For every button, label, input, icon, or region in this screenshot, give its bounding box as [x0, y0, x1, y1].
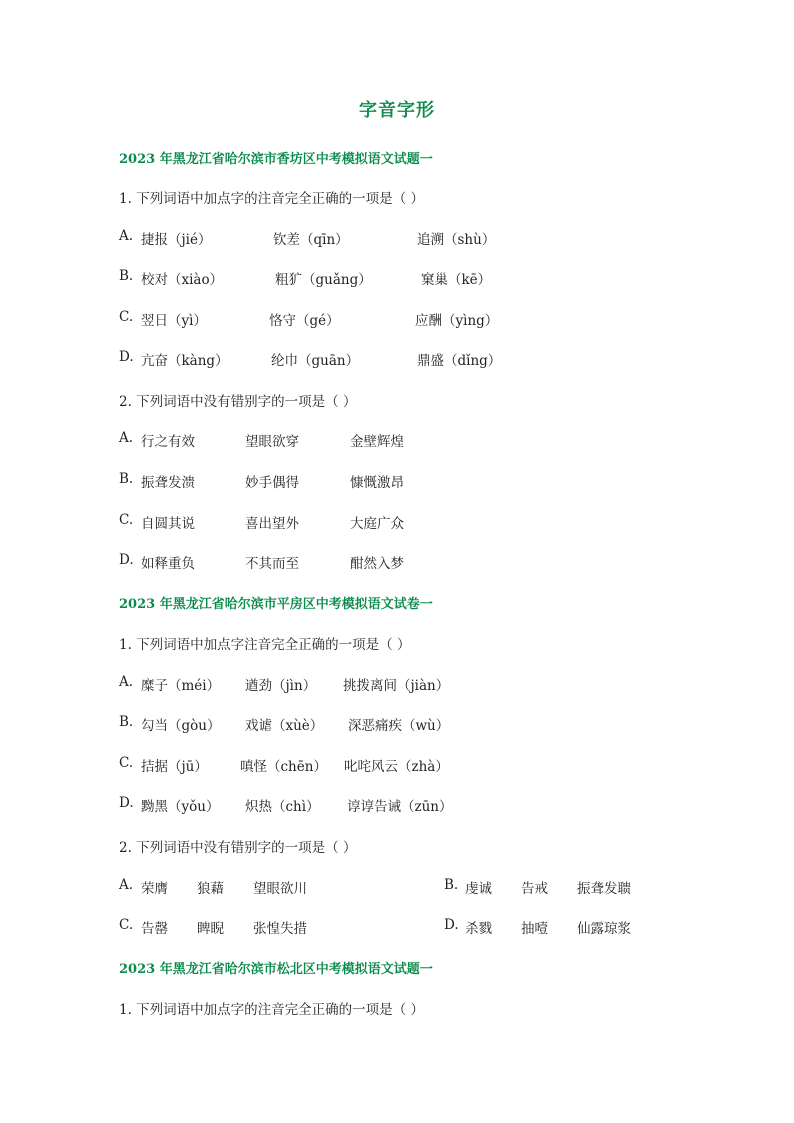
- option-item: 如释重负: [141, 556, 195, 572]
- option-letter: D.: [444, 917, 459, 933]
- question-1-stem: 1. 下列词语中加点字的注音完全正确的一项是（ ）: [119, 191, 424, 207]
- option-letter: D.: [119, 795, 134, 811]
- section-heading-xiangfang: 2023 年黑龙江省哈尔滨市香坊区中考模拟语文试题一: [119, 152, 433, 167]
- question-1-option-c: [119, 755, 679, 775]
- option-item: 嗔怪（chēn）: [240, 759, 327, 775]
- option-item: 拮据（jū）: [141, 759, 208, 775]
- option-item: 喜出望外: [245, 516, 299, 532]
- option-item: 纶巾（guān）: [271, 353, 360, 369]
- option-item: 告罄: [141, 921, 168, 937]
- option-item: 翌日（yì）: [141, 313, 207, 329]
- option-letter: A.: [119, 877, 134, 893]
- option-letter: D.: [119, 552, 134, 568]
- option-letter: A.: [119, 430, 134, 446]
- option-item: 捷报（jié）: [141, 232, 212, 248]
- option-letter: A.: [119, 674, 134, 690]
- question-2-stem: 2. 下列词语中没有错别字的一项是（ ）: [119, 840, 357, 856]
- question-2-option-d: [119, 552, 679, 572]
- option-letter: C.: [119, 755, 134, 771]
- question-1-option-a: [119, 228, 679, 248]
- question-1-option-c: [119, 309, 679, 329]
- option-letter: D.: [119, 349, 134, 365]
- option-item: 应酬（yìng）: [415, 313, 499, 329]
- option-item: 抽噎: [521, 921, 548, 937]
- option-letter: C.: [119, 512, 134, 528]
- option-item: 黝黑（yǒu）: [141, 799, 220, 815]
- option-item: 钦差（qīn）: [273, 232, 349, 248]
- option-item: 行之有效: [141, 434, 195, 450]
- option-item: 狼藉: [197, 881, 224, 897]
- option-item: 谆谆告诫（zūn）: [347, 799, 453, 815]
- option-item: 校对（xiào）: [141, 272, 224, 288]
- option-item: 粗犷（guǎng）: [275, 272, 372, 288]
- question-1-stem: 1. 下列词语中加点字的注音完全正确的一项是（ ）: [119, 1002, 424, 1018]
- option-item: 恪守（gé）: [269, 313, 340, 329]
- option-item: 不其而至: [245, 556, 299, 572]
- option-item: 荣膺: [141, 881, 168, 897]
- option-item: 金壁辉煌: [350, 434, 404, 450]
- option-item: 深恶痛疾（wù）: [348, 718, 450, 734]
- option-item: 杀戮: [465, 921, 492, 937]
- question-2-option-a: [119, 430, 679, 450]
- question-2-option-c: [119, 512, 679, 532]
- option-item: 戏谑（xùè）: [245, 718, 324, 734]
- option-letter: A.: [119, 228, 134, 244]
- option-letter: B.: [119, 471, 134, 487]
- option-item: 酣然入梦: [350, 556, 404, 572]
- option-item: 追溯（shù）: [417, 232, 496, 248]
- option-item: 亢奋（kàng）: [141, 353, 229, 369]
- option-item: 遒劲（jìn）: [245, 678, 317, 694]
- question-1-option-a: [119, 674, 679, 694]
- question-2-stem: 2. 下列词语中没有错别字的一项是（ ）: [119, 394, 357, 410]
- option-item: 慷慨激昂: [350, 475, 404, 491]
- section-heading-songbei: 2023 年黑龙江省哈尔滨市松北区中考模拟语文试题一: [119, 962, 433, 977]
- option-item: 炽热（chì）: [245, 799, 320, 815]
- question-2-option-c: [119, 917, 679, 937]
- option-item: 妙手偶得: [245, 475, 299, 491]
- option-item: 挑拨离间（jiàn）: [343, 678, 450, 694]
- option-letter: B.: [119, 714, 134, 730]
- question-1-option-b: [119, 714, 679, 734]
- question-1-option-b: [119, 268, 679, 288]
- option-item: 鼎盛（dǐng）: [417, 353, 502, 369]
- option-item: 窠巢（kē）: [421, 272, 492, 288]
- option-letter: B.: [444, 877, 459, 893]
- option-letter: C.: [119, 917, 134, 933]
- option-item: 虔诚: [465, 881, 492, 897]
- option-item: 振聋发溃: [141, 475, 195, 491]
- question-1-option-d: [119, 795, 679, 815]
- page-title: 字音字形: [359, 100, 435, 121]
- option-item: 张惶失措: [253, 921, 307, 937]
- option-item: 勾当（gòu）: [141, 718, 221, 734]
- question-1-stem: 1. 下列词语中加点字注音完全正确的一项是（ ）: [119, 637, 411, 653]
- option-letter: B.: [119, 268, 134, 284]
- option-item: 糜子（méi）: [141, 678, 221, 694]
- option-item: 望眼欲川: [253, 881, 307, 897]
- option-item: 睥睨: [197, 921, 224, 937]
- section-heading-pingfang: 2023 年黑龙江省哈尔滨市平房区中考模拟语文试卷一: [119, 597, 433, 612]
- option-letter: C.: [119, 309, 134, 325]
- option-item: 望眼欲穿: [245, 434, 299, 450]
- question-2-option-a: [119, 877, 679, 897]
- option-item: 叱咤风云（zhà）: [344, 759, 449, 775]
- option-item: 振聋发聩: [577, 881, 631, 897]
- option-item: 自圆其说: [141, 516, 195, 532]
- option-item: 告戒: [521, 881, 548, 897]
- option-item: 仙露琼浆: [577, 921, 631, 937]
- question-2-option-b: [119, 471, 679, 491]
- option-item: 大庭广众: [350, 516, 404, 532]
- question-1-option-d: [119, 349, 679, 369]
